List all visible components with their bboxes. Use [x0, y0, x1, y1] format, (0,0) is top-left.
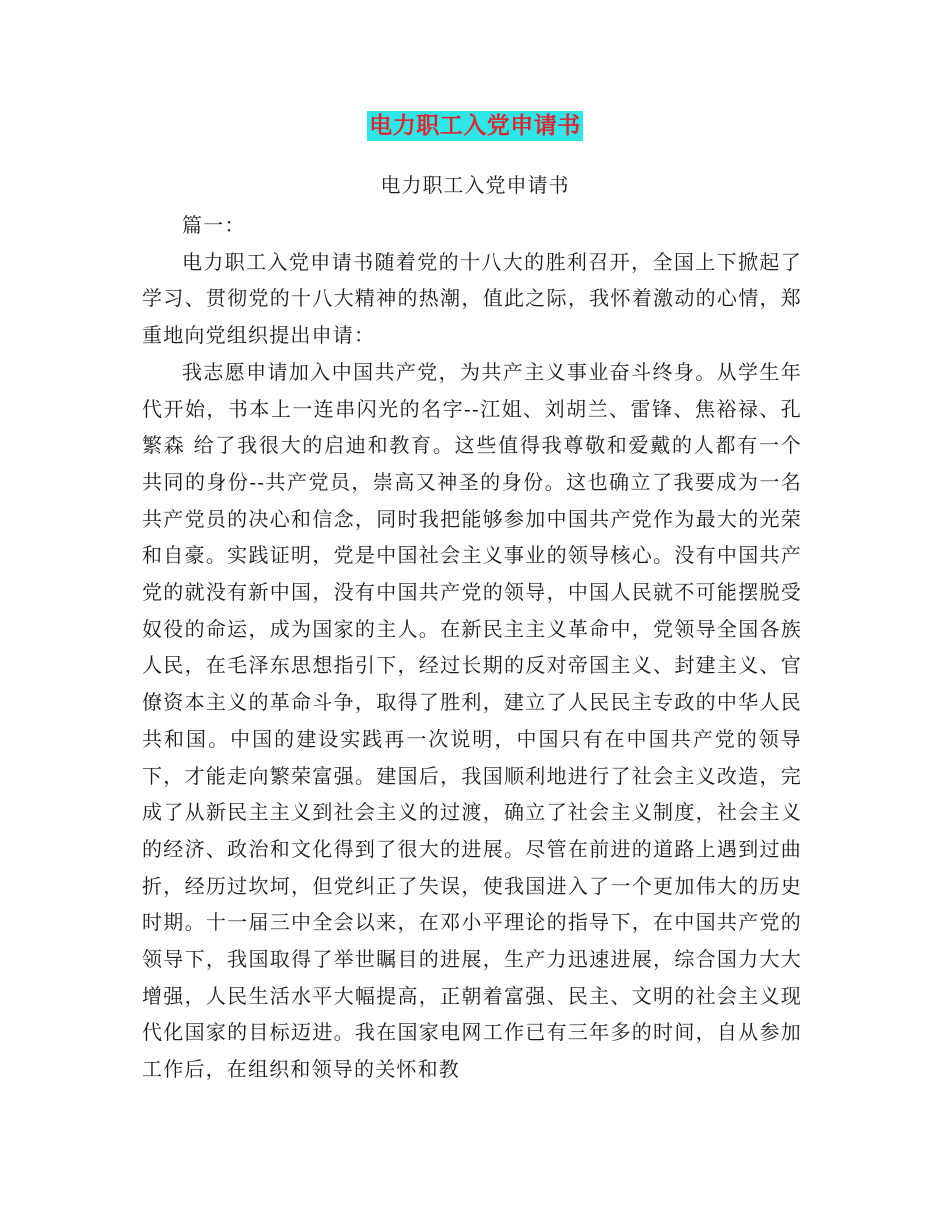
document-heading-title: 电力职工入党申请书 [369, 113, 581, 139]
body-paragraph: 电力职工入党申请书随着党的十八大的胜利召开，全国上下掀起了学习、贯彻党的十八大精神的热潮，值此之际，我怀着激动的心情，郑重地向党组织提出申请： [142, 249, 802, 348]
document-subtitle: 电力职工入党申请书 [380, 173, 570, 197]
document-body [142, 207, 802, 1088]
title-container [0, 111, 950, 141]
section-label: 篇一： [182, 213, 246, 237]
body-paragraph: 我志愿申请加入中国共产党，为共产主义事业奋斗终身。从学生年代开始，书本上一连串闪光的名字--江姐、刘胡兰、雷锋、焦裕禄、孔繁森 给了我很大的启迪和教育。这些值得我尊敬和爱戴的人都有一个共同的身份--共产党员，崇高又神圣的身份。这也确立了我要成为一名共产党员的决心和信念，同时我把能够参加中国共产党作为最大的光荣和自豪。实践证明，党是中国社会主义事业的领导核心。没有中国共产党的就没有新中国，没有中国共产党的领导，中国人民就不可能摆脱受奴役的命运，成为国家的主人。在新民主主义革命中，党领导全国各族人民，在毛泽东思想指引下，经过长期的反对帝国主义、封建主义、官僚资本主义的革命斗争，取得了胜利，建立了人民民主专政的中华人民共和国。中国的建设实践再一次说明，中国只有在中国共产党的领导下，才能走向繁荣富强。建国后，我国顺利地进行了社会主义改造，完成了从新民主主义到社会主义的过渡，确立了社会主义制度，社会主义的经济、政治和文化得到了很大的进展。尽管在前进的道路上遇到过曲折，经历过坎坷，但党纠正了失误，使我国进入了一个更加伟大的历史时期。十一届三中全会以来，在邓小平理论的指导下，在中国共产党的领导下，我国取得了举世瞩目的进展，生产力迅速进展，综合国力大大增强，人民生活水平大幅提高，正朝着富强、民主、文明的社会主义现代化国家的目标迈进。我在国家电网工作已有三年多的时间，自从参加工作后，在组织和领导的关怀和教 [142, 359, 802, 1082]
